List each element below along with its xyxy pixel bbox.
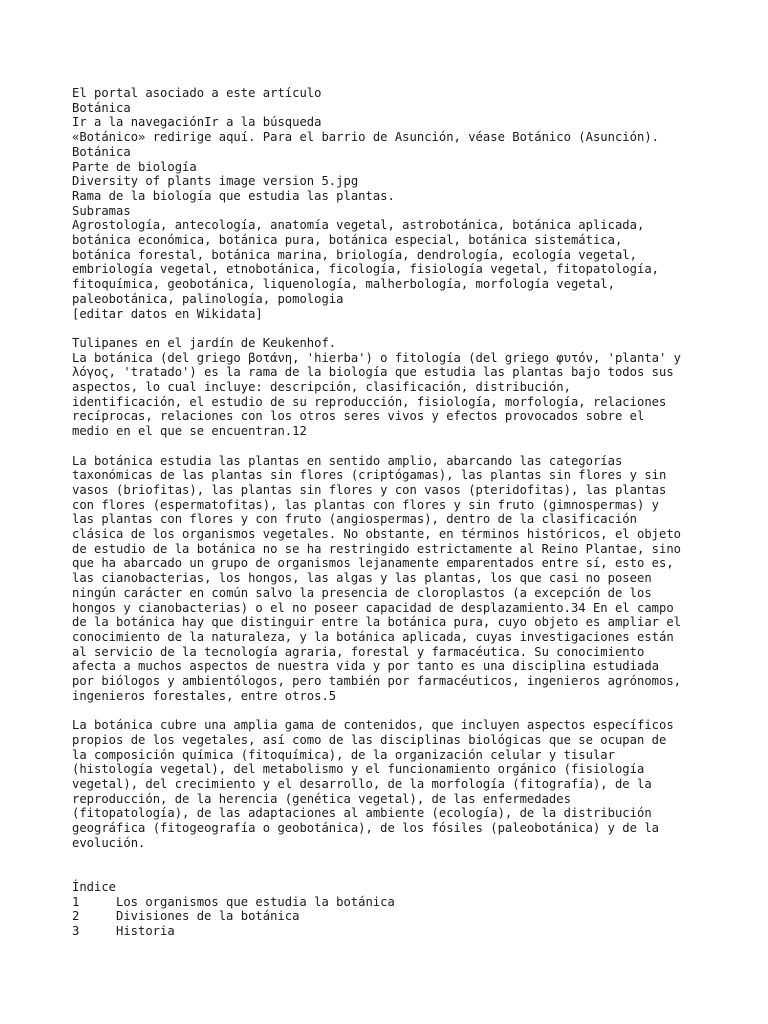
paragraph-line: reproducción, de la herencia (genética vegetal), de las enfermedades	[72, 791, 571, 806]
toc-item[interactable]	[72, 924, 712, 939]
paragraph-line: vegetal), del crecimiento y el desarrollo, de la morfología (fitografía), de la	[72, 777, 652, 791]
paragraph-line: hongos y cianobacterias) o el no poseer capacidad de desplazamiento.34 En el campo	[72, 600, 674, 615]
spacer	[72, 704, 712, 719]
paragraph-line: propios de los vegetales, así como de las disciplinas biológicas que se ocupan de	[72, 732, 667, 747]
toc-title: Índice	[72, 879, 117, 894]
spacer	[72, 851, 712, 880]
nav-links: Ir a la navegaciónIr a la búsqueda	[72, 115, 322, 130]
paragraph-line: clásica de los organismos vegetales. No obstante, en términos históricos, el objeto	[72, 527, 682, 542]
paragraph-scope	[72, 454, 712, 704]
paragraph-line: de estudio de la botánica no se ha restringido estrictamente al Reino Plantae, sino	[72, 541, 682, 556]
toc-item[interactable]	[72, 895, 712, 910]
infobox-title: Botánica	[72, 144, 131, 159]
edit-wikidata-link[interactable]: [editar datos en Wikidata]	[72, 306, 263, 321]
redirect-note: «Botánico» redirige aquí. Para el barrio de Asunción, véase Botánico (Asunción).	[72, 130, 659, 145]
paragraph-line: al servicio de la tecnología agraria, forestal y farmacéutica. Su conocimiento	[72, 644, 645, 659]
infobox-image-caption: Diversity of plants image version 5.jpg	[72, 174, 359, 189]
toc-item-number: 1	[72, 894, 80, 909]
paragraph-line: La botánica (del griego βοτάνη, 'hierba') o fitología (del griego φυτόν, 'planta' y	[72, 350, 682, 365]
infobox-description: Rama de la biología que estudia las plantas.	[72, 188, 395, 203]
paragraph-line: λόγος, 'tratado') es la rama de la biología que estudia las plantas bajo todos sus	[72, 365, 674, 380]
document-page	[72, 86, 712, 939]
table-of-contents	[72, 880, 712, 939]
spacer	[72, 321, 712, 336]
paragraph-line: (fitopatología), de las adaptaciones al ambiente (ecología), de la distribución	[72, 806, 652, 821]
paragraph-line: medio en el que se encuentran.12	[72, 424, 307, 439]
paragraph-line: las plantas con flores y con fruto (angiospermas), dentro de la clasificación	[72, 512, 637, 527]
subfields-list	[72, 218, 712, 306]
subfields-line: Agrostología, antecología, anatomía vegetal, astrobotánica, botánica aplicada,	[72, 218, 645, 233]
paragraph-line: aspectos, lo cual incluye: descripción, clasificación, distribución,	[72, 380, 571, 395]
toc-item-label[interactable]: Divisiones de la botánica	[116, 909, 300, 924]
paragraph-line: La botánica cubre una amplia gama de contenidos, que incluyen aspectos específicos	[72, 718, 674, 733]
paragraph-line: las cianobacterias, los hongos, las algas y las plantas, los que casi no poseen	[72, 571, 652, 586]
toc-item-number: 2	[72, 909, 80, 924]
subfields-label: Subramas	[72, 203, 131, 218]
figure-caption: Tulipanes en el jardín de Keukenhof.	[72, 335, 337, 350]
toc-item-label[interactable]: Los organismos que estudia la botánica	[116, 894, 395, 909]
subfields-line: paleobotánica, palinología, pomologia	[72, 291, 344, 306]
paragraph-line: La botánica estudia las plantas en sentido amplio, abarcando las categorías	[72, 453, 623, 468]
infobox-subtitle: Parte de biología	[72, 159, 197, 174]
portal-line: El portal asociado a este artículo	[72, 86, 322, 100]
toc-item[interactable]	[72, 909, 712, 924]
paragraph-line: que ha abarcado un grupo de organismos lejanamente emparentados entre sí, esto es,	[72, 556, 674, 571]
paragraph-line: con flores (espermatofitas), las plantas con flores y sin fruto (gimnospermas) y	[72, 497, 659, 512]
spacer	[72, 439, 712, 454]
toc-item-number: 3	[72, 924, 80, 939]
paragraph-line: por biólogos y ambientólogos, pero también por farmacéuticos, ingenieros agrónomos,	[72, 674, 682, 689]
article-title: Botánica	[72, 100, 131, 115]
paragraph-line: recíprocas, relaciones con los otros seres vivos y efectos provocados sobre el	[72, 409, 645, 424]
subfields-line: botánica económica, botánica pura, botánica especial, botánica sistemática,	[72, 233, 623, 248]
subfields-line: fitoquímica, geobotánica, liquenología, malherbología, morfología vegetal,	[72, 277, 615, 292]
paragraph-line: ingenieros forestales, entre otros.5	[72, 688, 337, 703]
subfields-line: embriología vegetal, etnobotánica, ficología, fisiología vegetal, fitopatología,	[72, 262, 659, 277]
paragraph-line: identificación, el estudio de su reproducción, fisiología, morfología, relaciones	[72, 394, 667, 409]
paragraph-intro	[72, 351, 712, 439]
paragraph-line: conocimiento de la naturaleza, y la botánica aplicada, cuyas investigaciones están	[72, 629, 674, 644]
subfields-line: botánica forestal, botánica marina, briología, dendrología, ecología vegetal,	[72, 247, 637, 262]
paragraph-line: taxonómicas de las plantas sin flores (criptógamas), las plantas sin flores y sin	[72, 468, 667, 483]
paragraph-line: (histología vegetal), del metabolismo y el funcionamiento orgánico (fisiología	[72, 762, 645, 777]
paragraph-line: la composición química (fitoquímica), de la organización celular y tisular	[72, 747, 615, 762]
paragraph-line: vasos (briofitas), las plantas sin flores y con vasos (pteridofitas), las plantas	[72, 482, 667, 497]
paragraph-line: evolución.	[72, 835, 146, 850]
toc-item-label[interactable]: Historia	[116, 924, 175, 939]
paragraph-line: de la botánica hay que distinguir entre la botánica pura, cuyo objeto es ampliar el	[72, 615, 682, 630]
paragraph-line: ningún carácter en común salvo la presencia de cloroplastos (a excepción de los	[72, 585, 652, 600]
paragraph-line: afecta a muchos aspectos de nuestra vida y por tanto es una disciplina estudiada	[72, 659, 659, 674]
paragraph-line: geográfica (fitogeografía o geobotánica), de los fósiles (paleobotánica) y de la	[72, 821, 659, 836]
paragraph-content	[72, 718, 712, 850]
